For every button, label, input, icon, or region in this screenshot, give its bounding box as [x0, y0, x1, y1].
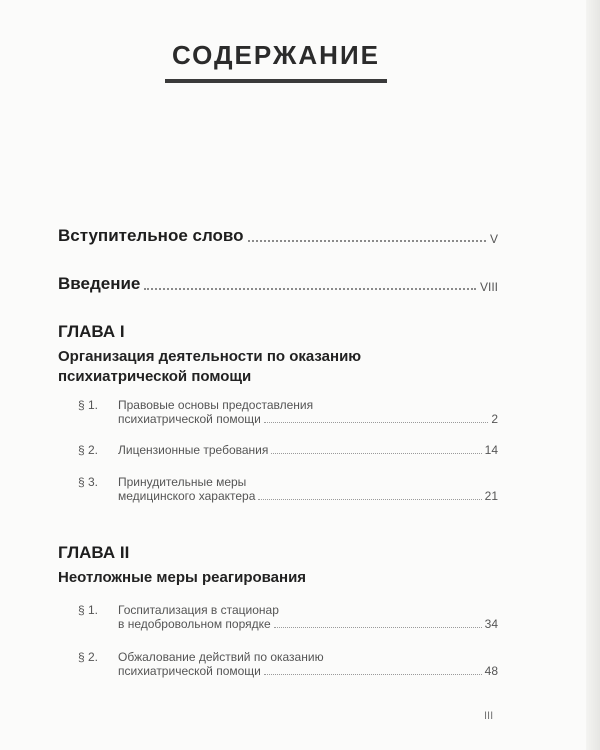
- toc-section-row[interactable]: [118, 664, 498, 678]
- dot-leader: [144, 288, 476, 290]
- contents-heading: [160, 40, 392, 83]
- page-title: СОДЕРЖАНИЕ: [172, 40, 380, 70]
- section-title-line: психиатрической помощи: [118, 664, 261, 678]
- section-number: § 2.: [78, 650, 99, 664]
- section-number: § 3.: [78, 475, 99, 489]
- dot-leader: [264, 422, 488, 423]
- toc-section-row[interactable]: [118, 617, 498, 631]
- chapter-heading: ГЛАВА I: [58, 322, 125, 341]
- chapter-heading: ГЛАВА II: [58, 543, 130, 562]
- section-title-line: Принудительные меры: [118, 475, 247, 489]
- section-title-line: медицинского характера: [118, 489, 256, 503]
- dot-leader: [248, 240, 486, 242]
- section-title-line: в недобровольном порядке: [118, 617, 271, 631]
- section-page: 48: [484, 664, 498, 678]
- section-page: 14: [484, 443, 498, 457]
- page-edge: [586, 0, 600, 750]
- dot-leader: [258, 499, 481, 500]
- title-underline: [165, 79, 387, 83]
- section-page: 34: [484, 617, 498, 631]
- section-number: § 2.: [78, 443, 99, 457]
- toc-entry-page: VIII: [479, 280, 498, 294]
- page-number: III: [484, 710, 494, 722]
- dot-leader: [264, 674, 482, 675]
- toc-section-row[interactable]: [118, 489, 498, 503]
- chapter-title-line: Неотложные меры реагирования: [58, 569, 307, 586]
- toc-entry-label: Введение: [58, 274, 141, 293]
- section-title-line: Правовые основы предоставления: [118, 398, 314, 412]
- chapter-title-line: психиатрической помощи: [58, 368, 252, 385]
- toc-section-row[interactable]: [118, 412, 498, 426]
- section-page: 2: [491, 412, 498, 426]
- toc-entry-introduction[interactable]: [58, 274, 498, 294]
- toc-entry-label: Вступительное слово: [58, 226, 244, 245]
- toc-entry-foreword[interactable]: [58, 226, 498, 246]
- toc-entry-page: V: [489, 232, 498, 246]
- section-number: § 1.: [78, 398, 99, 412]
- section-title-line: Лицензионные требования: [118, 443, 269, 457]
- section-number: § 1.: [78, 603, 99, 617]
- dot-leader: [274, 627, 482, 628]
- section-page: 21: [484, 489, 498, 503]
- chapter-title-line: Организация деятельности по оказанию: [58, 348, 362, 365]
- dot-leader: [271, 453, 481, 454]
- section-title-line: Госпитализация в стационар: [118, 603, 279, 617]
- section-title-line: психиатрической помощи: [118, 412, 261, 426]
- toc-section-row[interactable]: [118, 443, 498, 457]
- section-title-line: Обжалование действий по оказанию: [118, 650, 324, 664]
